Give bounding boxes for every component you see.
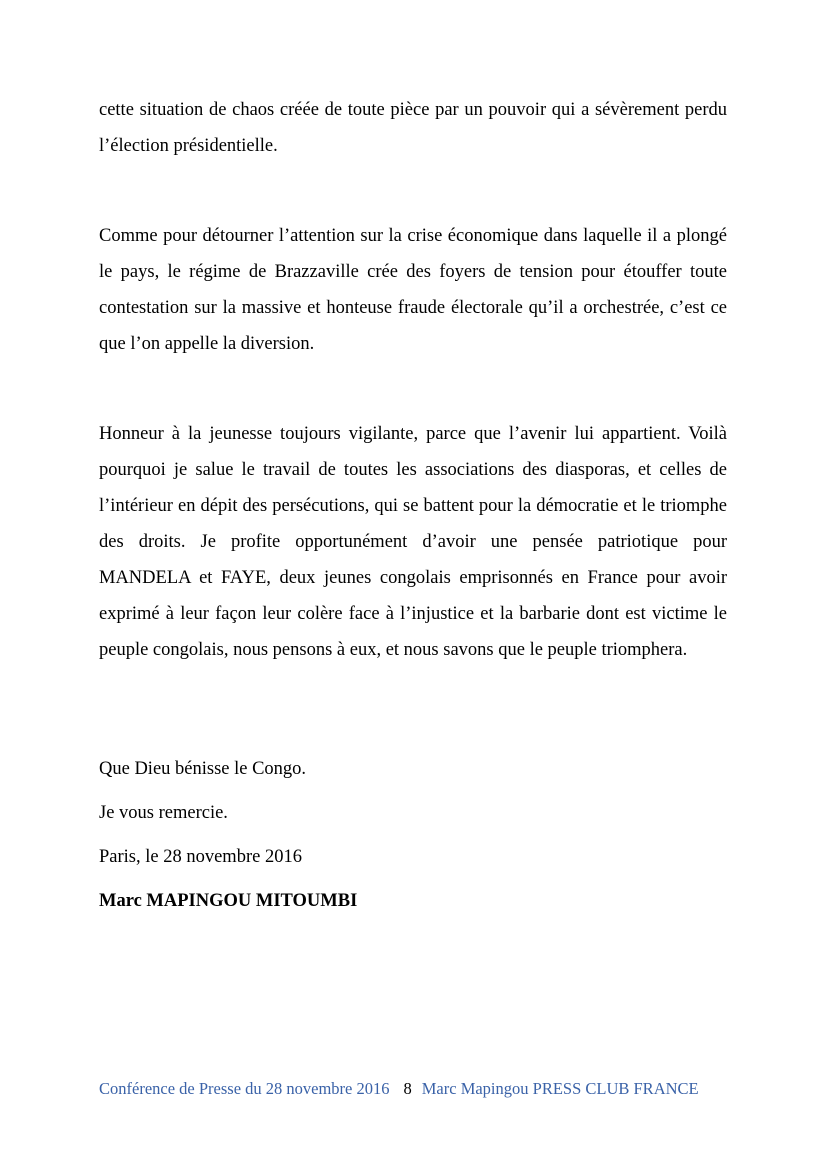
closing-line: Que Dieu bénisse le Congo. [99, 759, 307, 779]
signature: Marc MAPINGOU MITOUMBI [99, 891, 358, 911]
paragraph-1: cette situation de chaos créée de toute pièce par un pouvoir qui a sévèrement perdu l’élection présidentielle. [99, 100, 727, 156]
thanks-line: Je vous remercie. [99, 803, 228, 823]
page-number: 8 [403, 1079, 412, 1098]
paragraph-2: Comme pour détourner l’attention sur la crise économique dans laquelle il a plongé le pays, le régime de Brazzaville crée des foyers de tension pour étouffer toute contestation sur la massive et honteuse fraude électorale qu’il a orchestrée, c’est ce que l’on appelle la diversion. [99, 226, 727, 354]
paragraph-3: Honneur à la jeunesse toujours vigilante, parce que l’avenir lui appartient. Voilà pourquoi je salue le travail de toutes les associations des diasporas, et celles de l’intérieur en dépit des persécutions, qui se battent pour la démocratie et le triomphe des droits. Je profite opportunément d’avoir une pensée patriotique pour MANDELA et FAYE, deux jeunes congolais emprisonnés en France pour avoir exprimé à leur façon leur colère face à l’injustice et la barbarie dont est victime le peuple congolais, nous pensons à eux, et nous savons que le peuple triomphera. [99, 424, 727, 660]
place-date-line: Paris, le 28 novembre 2016 [99, 847, 302, 867]
footer-conference-title: Conférence de Presse du 28 novembre 2016 [99, 1079, 390, 1098]
page-footer [99, 1078, 699, 1100]
footer-press-club: Marc Mapingou PRESS CLUB FRANCE [421, 1079, 699, 1098]
